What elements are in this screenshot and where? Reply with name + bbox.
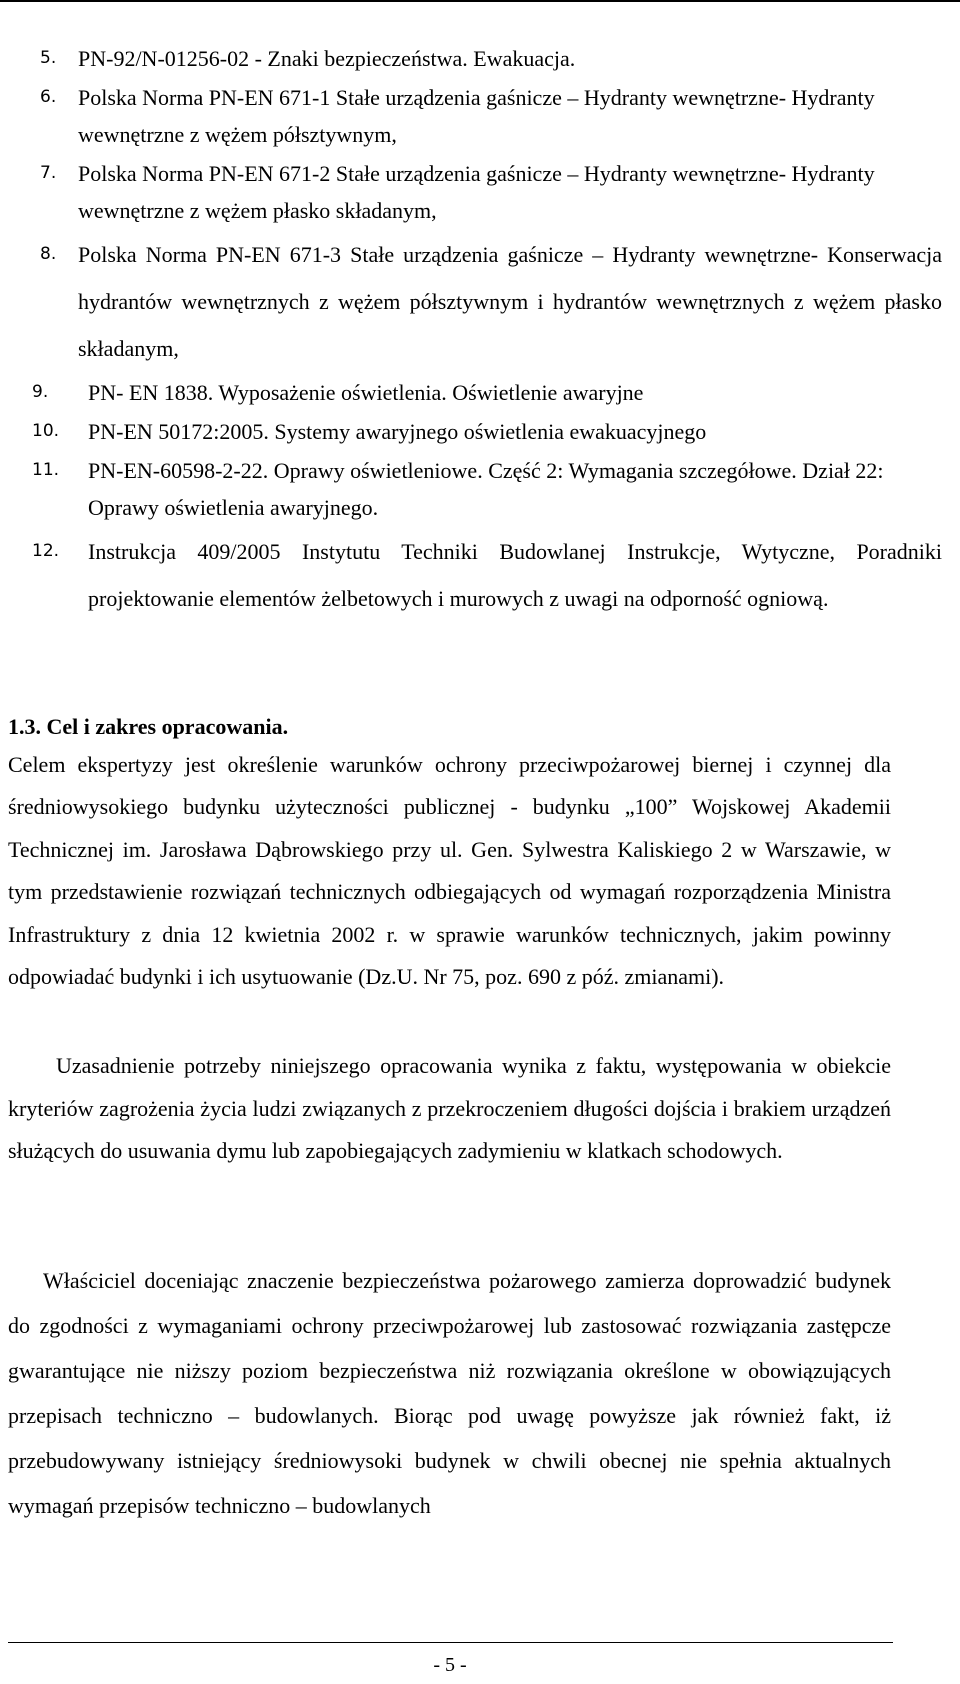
list-item: [0, 231, 960, 372]
body-paragraph: Właściciel doceniając znaczenie bezpieczeństwa pożarowego zamierza doprowadzić budynek do zgodności z wymaganiami ochrony przeciwpożarowej lub zastosować rozwiązania zastępcze gwarantujące nie niższy poziom bezpieczeństwa niż rozwiązania określone w obowiązujących przepisach techniczno – budowlanych. Biorąc pod uwagę powyższe jak również fakt, iż przebudowywany istniejący średniowysoki budynek w chwili obecnej nie spełnia aktualnych wymagań przepisów techniczno – budowlanych: [8, 1268, 891, 1518]
body-paragraph: Celem ekspertyzy jest określenie warunków ochrony przeciwpożarowej biernej i czynnej dla średniowysokiego budynku użyteczności publicznej - budynku „100” Wojskowej Akademii Technicznej im. Jarosława Dąbrowskiego przy ul. Gen. Sylwestra Kaliskiego 2 w Warszawie, w tym przedstawienie rozwiązań technicznych odbiegających od wymagań rozporządzenia Ministra Infrastruktury z dnia 12 kwietnia 2002 r. w sprawie warunków technicznych, jakim powinny odpowiadać budynki i ich usytuowanie (Dz.U. Nr 75, poz. 690 z póź. zmianami).: [8, 752, 891, 990]
list-item: [0, 413, 960, 450]
list-item-number: 7.: [40, 163, 57, 183]
list-item-text: Instrukcja 409/2005 Instytutu Techniki Budowlanej Instrukcje, Wytyczne, Poradniki projektowanie elementów żelbetowych i murowych z uwagi na odporność ogniową.: [88, 539, 942, 611]
list-item: [0, 452, 960, 526]
list-item: [0, 79, 960, 153]
page-top-rule: [0, 0, 960, 2]
list-item-text: Polska Norma PN-EN 671-2 Stałe urządzenia gaśnicze – Hydranty wewnętrzne- Hydranty wewnętrzne z wężem płasko składanym,: [78, 161, 875, 223]
list-item-text: Polska Norma PN-EN 671-3 Stałe urządzenia gaśnicze – Hydranty wewnętrzne- Konserwacja hydrantów wewnętrznych z wężem półsztywnym i hydrantów wewnętrznych z wężem płasko składanym,: [78, 242, 942, 361]
list-item-number: 11.: [32, 460, 60, 480]
list-item-number: 5.: [40, 48, 57, 68]
list-item-text: PN- EN 1838. Wyposażenie oświetlenia. Oświetlenie awaryjne: [88, 380, 644, 405]
list-item: [0, 528, 960, 622]
list-item-number: 9.: [32, 382, 49, 402]
list-item-text: PN-EN-60598-2-22. Oprawy oświetleniowe. Część 2: Wymagania szczegółowe. Dział 22: Oprawy oświetlenia awaryjnego.: [88, 458, 884, 520]
list-item: [0, 374, 960, 411]
norms-list: [0, 40, 960, 624]
list-item-text: PN-92/N-01256-02 - Znaki bezpieczeństwa. Ewakuacja.: [78, 46, 576, 71]
list-item-text: Polska Norma PN-EN 671-1 Stałe urządzenia gaśnicze – Hydranty wewnętrzne- Hydranty wewnętrzne z wężem półsztywnym,: [78, 85, 875, 147]
section-heading: 1.3. Cel i zakres opracowania.: [8, 714, 289, 739]
page-number: - 5 -: [433, 1654, 467, 1676]
list-item-number: 8.: [40, 244, 57, 264]
footer-rule: [8, 1642, 893, 1643]
list-item-text: PN-EN 50172:2005. Systemy awaryjnego oświetlenia ewakuacyjnego: [88, 419, 707, 444]
list-item-number: 6.: [40, 87, 57, 107]
list-item-number: 12.: [32, 541, 60, 561]
body-paragraph: Uzasadnienie potrzeby niniejszego opracowania wynika z faktu, występowania w obiekcie kryteriów zagrożenia życia ludzi związanych z przekroczeniem długości dojścia i brakiem urządzeń służących do usuwania dymu lub zapobiegających zadymieniu w klatkach schodowych.: [8, 1053, 891, 1163]
list-item-number: 10.: [32, 421, 60, 441]
list-item: [0, 40, 960, 77]
list-item: [0, 155, 960, 229]
